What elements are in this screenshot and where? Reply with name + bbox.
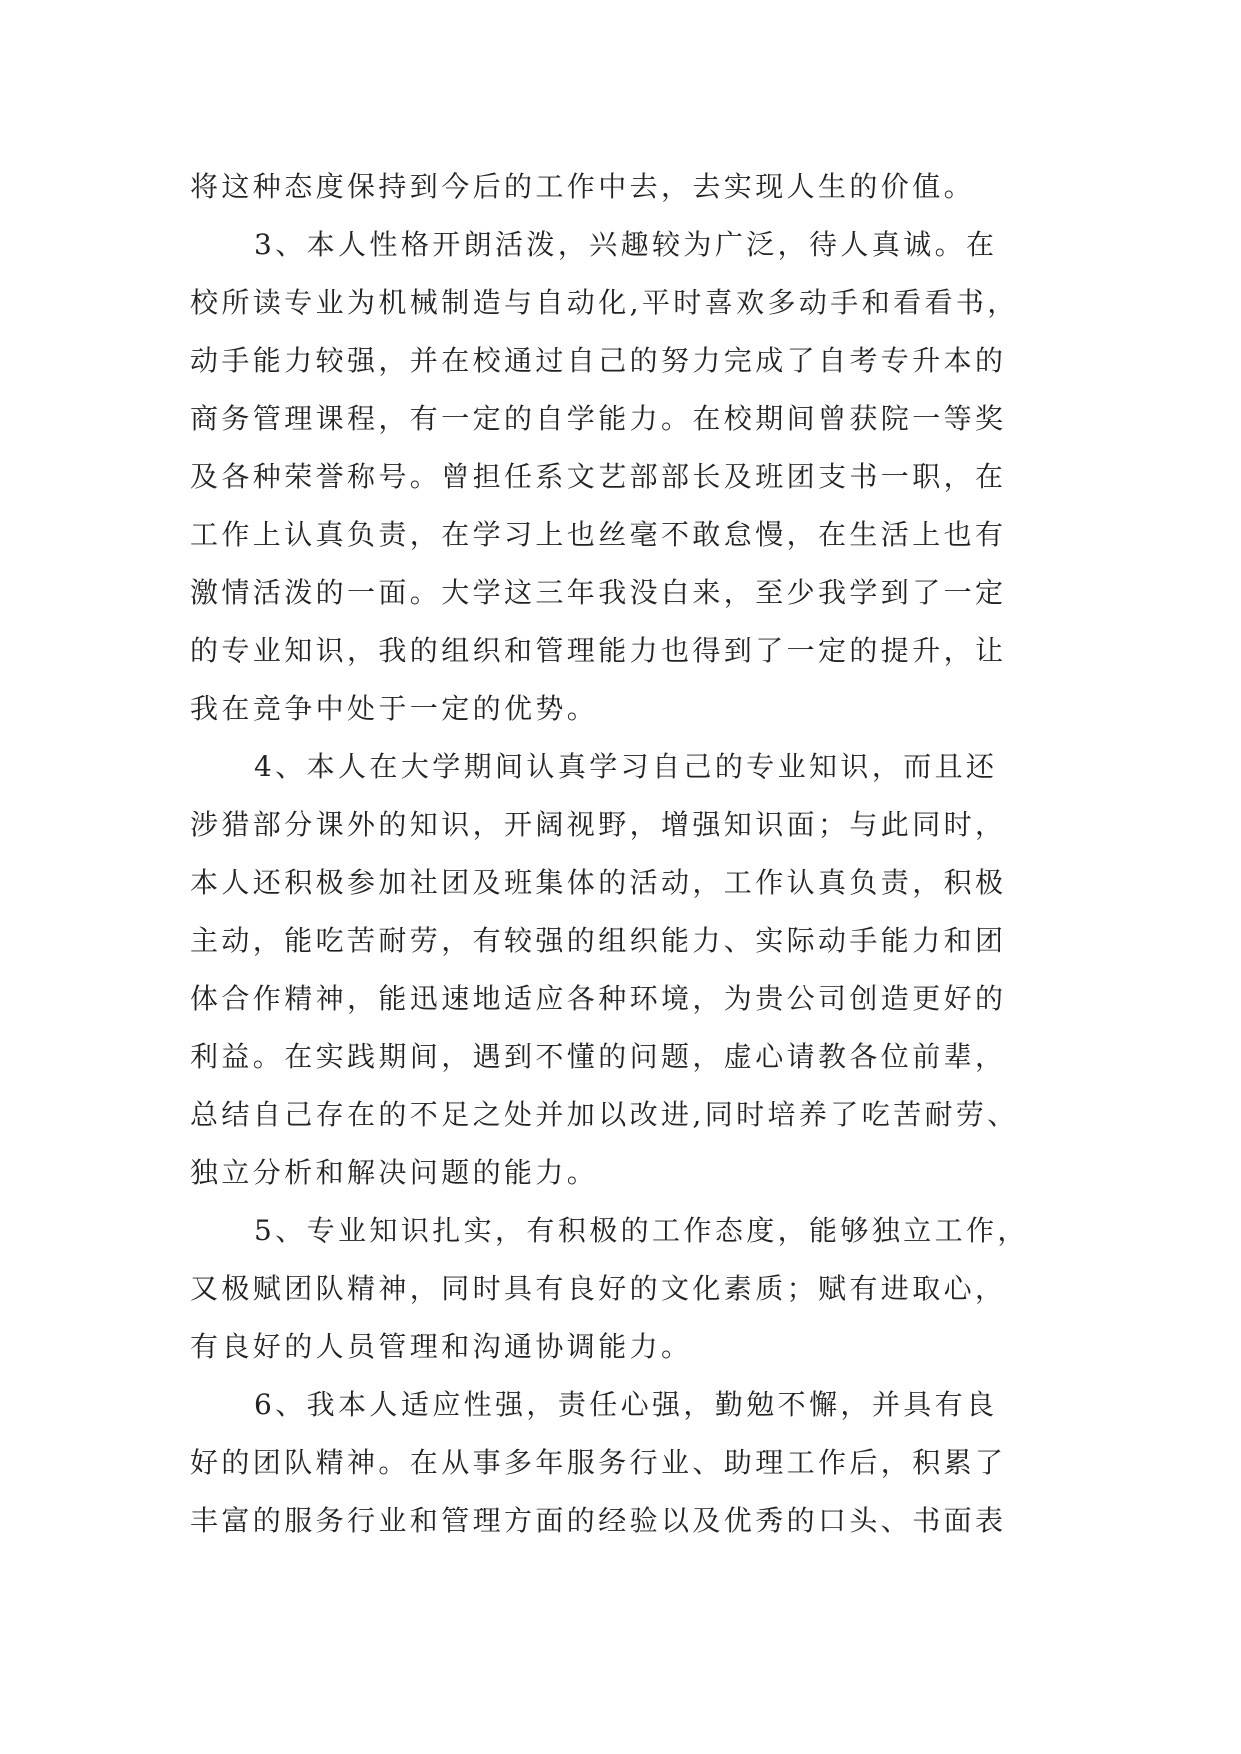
text-line: 动手能力较强，并在校通过自己的努力完成了自考专升本的 [190, 344, 1007, 377]
text-line: 又极赋团队精神，同时具有良好的文化素质；赋有进取心， [190, 1272, 1007, 1305]
text-line: 体合作精神，能迅速地适应各种环境，为贵公司创造更好的 [190, 982, 1007, 1015]
text-line: 本人还积极参加社团及班集体的活动，工作认真负责，积极 [190, 866, 1007, 899]
text-line: 主动，能吃苦耐劳，有较强的组织能力、实际动手能力和团 [190, 924, 1007, 957]
text-line: 校所读专业为机械制造与自动化,平时喜欢多动手和看看书， [190, 286, 1019, 319]
text-line: 工作上认真负责，在学习上也丝毫不敢怠慢，在生活上也有 [190, 518, 1007, 551]
paragraph-4-start: 4、本人在大学期间认真学习自己的专业知识，而且还 [254, 750, 998, 783]
text-line: 有良好的人员管理和沟通协调能力。 [190, 1330, 693, 1363]
text-line: 商务管理课程，有一定的自学能力。在校期间曾获院一等奖 [190, 402, 1007, 435]
text-line: 我在竞争中处于一定的优势。 [190, 692, 599, 725]
text-line: 及各种荣誉称号。曾担任系文艺部部长及班团支书一职，在 [190, 460, 1007, 493]
text-line: 独立分析和解决问题的能力。 [190, 1156, 599, 1189]
paragraph-3-start: 3、本人性格开朗活泼，兴趣较为广泛，待人真诚。在 [254, 228, 998, 261]
text-line: 的专业知识，我的组织和管理能力也得到了一定的提升，让 [190, 634, 1007, 667]
text-line: 将这种态度保持到今后的工作中去，去实现人生的价值。 [190, 170, 976, 203]
paragraph-5-start: 5、专业知识扎实，有积极的工作态度，能够独立工作， [254, 1214, 1029, 1247]
paragraph-6-start: 6、我本人适应性强，责任心强，勤勉不懈，并具有良 [254, 1388, 998, 1421]
text-line: 利益。在实践期间，遇到不懂的问题，虚心请教各位前辈， [190, 1040, 1007, 1073]
text-line: 好的团队精神。在从事多年服务行业、助理工作后，积累了 [190, 1446, 1007, 1479]
text-line: 总结自己存在的不足之处并加以改进,同时培养了吃苦耐劳、 [190, 1098, 1019, 1131]
text-line: 激情活泼的一面。大学这三年我没白来，至少我学到了一定 [190, 576, 1007, 609]
text-line: 丰富的服务行业和管理方面的经验以及优秀的口头、书面表 [190, 1504, 1007, 1537]
text-line: 涉猎部分课外的知识，开阔视野，增强知识面；与此同时， [190, 808, 1007, 841]
document-body [190, 158, 1052, 1550]
